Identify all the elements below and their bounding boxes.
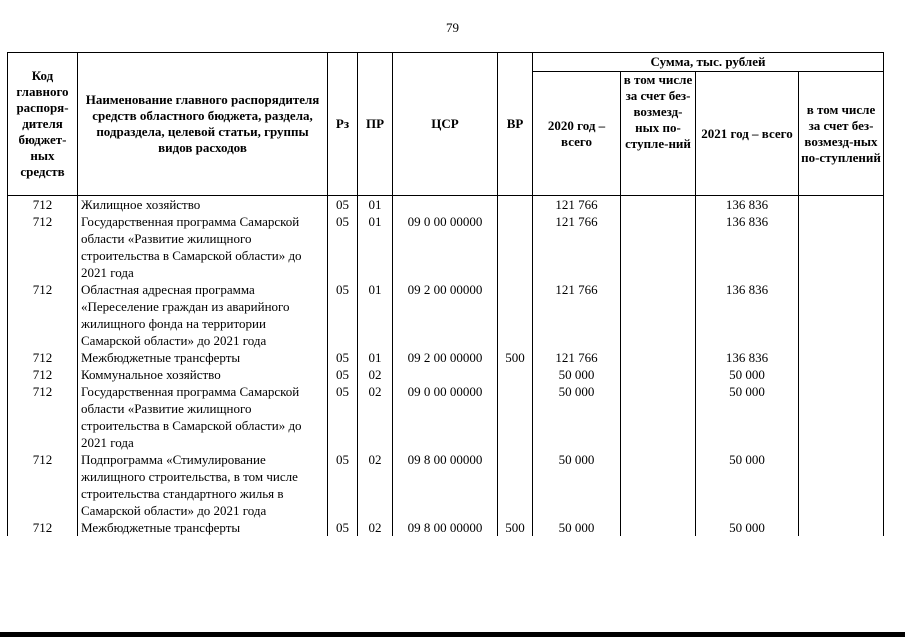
cell-2020-total: 121 766 [533,349,621,366]
cell-vr [498,281,533,349]
cell-name: Областная адресная программа «Переселение граждан из аварийного жилищного фонда на территории Самарской области» до 2021 года [78,281,328,349]
cell-csr: 09 0 00 00000 [393,213,498,281]
header-pr: ПР [358,53,393,196]
cell-2021-grants [799,196,884,214]
cell-kod: 712 [8,349,78,366]
cell-csr: 09 8 00 00000 [393,451,498,519]
cell-csr: 09 2 00 00000 [393,349,498,366]
cell-2020-grants [621,196,696,214]
cell-csr [393,366,498,383]
cell-2021-total: 136 836 [696,349,799,366]
cell-vr [498,196,533,214]
header-2020-grants: в том числе за счет без-возмезд-ных по-ступле-ний [621,72,696,196]
cell-2020-grants [621,451,696,519]
cell-csr: 09 0 00 00000 [393,383,498,451]
header-2021-total: 2021 год – всего [696,72,799,196]
header-vr: ВР [498,53,533,196]
cell-2021-grants [799,281,884,349]
cell-kod: 712 [8,196,78,214]
cell-name: Коммунальное хозяйство [78,366,328,383]
cell-2020-grants [621,213,696,281]
page-number: 79 [446,20,459,35]
cell-rz: 05 [328,281,358,349]
cell-kod: 712 [8,366,78,383]
cell-vr: 500 [498,349,533,366]
header-row-top [8,53,884,72]
cell-2020-total: 50 000 [533,519,621,536]
cell-vr [498,451,533,519]
bottom-rule [0,632,905,637]
cell-2020-total: 50 000 [533,383,621,451]
cell-2020-total: 121 766 [533,213,621,281]
cell-pr: 02 [358,451,393,519]
table-row [8,196,884,214]
cell-rz: 05 [328,196,358,214]
table-row [8,383,884,451]
table-row [8,281,884,349]
table-row [8,451,884,519]
cell-name: Жилищное хозяйство [78,196,328,214]
cell-pr: 01 [358,213,393,281]
cell-csr: 09 2 00 00000 [393,281,498,349]
cell-2021-grants [799,519,884,536]
budget-table [7,52,884,536]
cell-pr: 02 [358,366,393,383]
cell-pr: 01 [358,281,393,349]
cell-pr: 02 [358,383,393,451]
table-row [8,366,884,383]
cell-2020-total: 121 766 [533,281,621,349]
cell-pr: 01 [358,196,393,214]
cell-2020-total: 50 000 [533,366,621,383]
cell-name: Государственная программа Самарской области «Развитие жилищного строительства в Самарской области» до 2021 года [78,213,328,281]
cell-csr: 09 8 00 00000 [393,519,498,536]
cell-vr [498,383,533,451]
cell-2020-total: 121 766 [533,196,621,214]
cell-2021-total: 136 836 [696,281,799,349]
cell-kod: 712 [8,281,78,349]
cell-name: Подпрограмма «Стимулирование жилищного строительства, в том числе строительства стандартного жилья в Самарской области» до 2021 года [78,451,328,519]
cell-2021-total: 50 000 [696,383,799,451]
cell-2021-grants [799,366,884,383]
cell-2020-grants [621,366,696,383]
cell-2021-total: 50 000 [696,366,799,383]
cell-name: Межбюджетные трансферты [78,349,328,366]
cell-rz: 05 [328,366,358,383]
header-csr: ЦСР [393,53,498,196]
header-naim: Наименование главного распорядителя средств областного бюджета, раздела, подраздела, целевой статьи, группы видов расходов [78,53,328,196]
header-rz: Рз [328,53,358,196]
table-row [8,349,884,366]
cell-vr: 500 [498,519,533,536]
table-row [8,519,884,536]
cell-2021-total: 50 000 [696,519,799,536]
cell-2021-grants [799,349,884,366]
cell-rz: 05 [328,383,358,451]
cell-2021-grants [799,451,884,519]
cell-csr [393,196,498,214]
cell-vr [498,366,533,383]
cell-rz: 05 [328,349,358,366]
cell-kod: 712 [8,213,78,281]
header-2020-total: 2020 год – всего [533,72,621,196]
cell-kod: 712 [8,451,78,519]
table-row [8,213,884,281]
cell-kod: 712 [8,383,78,451]
cell-2020-grants [621,519,696,536]
cell-pr: 01 [358,349,393,366]
cell-2020-grants [621,349,696,366]
header-2021-grants: в том числе за счет без-возмезд-ных по-ступлений [799,72,884,196]
header-kod: Код главного распоря-дителя бюджет-ных средств [8,53,78,196]
cell-2021-grants [799,383,884,451]
cell-2020-total: 50 000 [533,451,621,519]
cell-vr [498,213,533,281]
cell-2021-grants [799,213,884,281]
cell-name: Государственная программа Самарской области «Развитие жилищного строительства в Самарской области» до 2021 года [78,383,328,451]
cell-name: Межбюджетные трансферты [78,519,328,536]
cell-2021-total: 50 000 [696,451,799,519]
cell-rz: 05 [328,451,358,519]
cell-2021-total: 136 836 [696,213,799,281]
cell-2020-grants [621,383,696,451]
cell-pr: 02 [358,519,393,536]
cell-2020-grants [621,281,696,349]
header-summa: Сумма, тыс. рублей [533,53,884,72]
cell-kod: 712 [8,519,78,536]
cell-2021-total: 136 836 [696,196,799,214]
cell-rz: 05 [328,519,358,536]
cell-rz: 05 [328,213,358,281]
